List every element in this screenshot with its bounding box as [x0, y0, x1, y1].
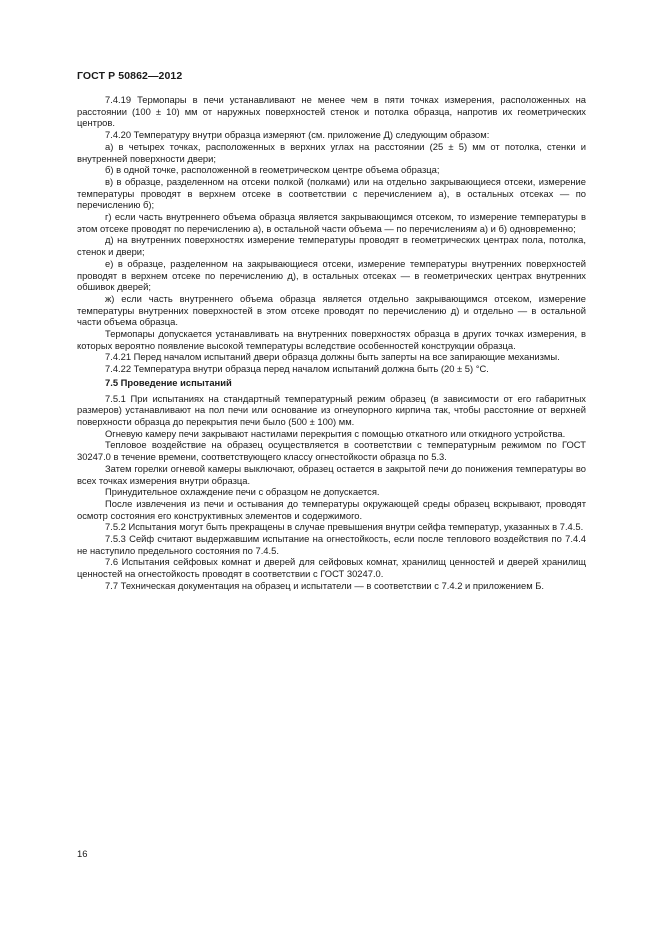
paragraph-7-4-22: 7.4.22 Температура внутри образца перед началом испытаний должна быть (20 ± 5) °С.: [105, 363, 489, 375]
list-item-b: б) в одной точке, расположенной в геометрическом центре объема образца;: [105, 164, 440, 176]
section-heading-7-5: 7.5 Проведение испытаний: [105, 376, 232, 388]
paragraph-7-4-19: 7.4.19 Термопары в печи устанавливают не менее чем в пяти точках измерения, расположенных на расстоянии (100 ± 10) мм от наружных поверхностей стенок и потолка образца, напротив их геометрических центров.: [77, 94, 586, 129]
list-item-d: д) на внутренних поверхностях измерение температуры проводят в геометрических центрах пола, потолка, стенок и двери;: [77, 234, 586, 258]
document-id-header: ГОСТ Р 50862—2012: [77, 70, 183, 82]
list-item-zh: ж) если часть внутреннего объема образца является отдельно закрывающимся отсеком, измерение температуры внутренних поверхностей в этом отсеке проводят по перечислению д) и отдельно — в остальной части объема образца.: [77, 292, 586, 328]
paragraph-7-5-2: 7.5.2 Испытания могут быть прекращены в случае превышения внутри сейфа температур, указанных в 7.4.5.: [105, 521, 584, 533]
document-body: [77, 94, 586, 592]
paragraph-burners-off: Затем горелки огневой камеры выключают, образец остается в закрытой печи до понижения температуры во всех точках измерения внутри образца.: [77, 462, 586, 486]
page-number: 16: [77, 848, 88, 859]
paragraph-7-5-1: 7.5.1 При испытаниях на стандартный температурный режим образец (в зависимости от его габаритных размеров) устанавливают на пол печи или основание из огнеупорного кирпича так, чтобы расстояние от верхней поверхности образца до перекрытия печи было (500 ± 100) мм.: [77, 392, 586, 427]
paragraph-7-4-21: 7.4.21 Перед началом испытаний двери образца должны быть заперты на все запирающие механизмы.: [105, 351, 560, 363]
paragraph-7-4-20: 7.4.20 Температуру внутри образца измеряют (см. приложение Д) следующим образом:: [105, 129, 490, 141]
list-item-g: г) если часть внутреннего объема образца является закрывающимся отсеком, то измерение температуры в этом отсеке проводят по перечислению а), в остальной части объема — по перечислениям а) и б) одновременно;: [77, 211, 586, 234]
list-item-v: в) в образце, разделенном на отсеки полкой (полками) или на отдельно закрывающиеся отсеки, измерение температуры проводят в верхнем отсеке в соответствии с перечислением а), в остальных отсеках — по перечислению б);: [77, 175, 586, 211]
paragraph-forced-cooling: Принудительное охлаждение печи с образцом не допускается.: [105, 486, 380, 498]
paragraph-7-7: 7.7 Техническая документация на образец и испытатели — в соответствии с 7.4.2 и приложением Б.: [105, 579, 544, 591]
paragraph-fire-chamber: Огневую камеру печи закрывают настилами перекрытия с помощью откатного или откидного устройства.: [105, 427, 566, 439]
list-item-a: а) в четырех точках, расположенных в верхних углах на расстоянии (25 ± 5) мм от потолка, стенки и внутренней поверхности двери;: [77, 140, 586, 164]
list-item-e: е) в образце, разделенном на закрывающиеся отсеки, измерение температуры внутренних поверхностей проводят в верхнем отсеке по перечислению д), в остальных отсеках — в геометрических центрах внутренних обшивок дверей;: [77, 257, 586, 293]
paragraph-7-5-3: 7.5.3 Сейф считают выдержавшим испытание на огнестойкость, если после теплового воздействия по 7.4.4 не наступило предельного состояния по 7.4.5.: [77, 533, 586, 556]
paragraph-thermocouples: Термопары допускается устанавливать на внутренних поверхностях образца в других точках измерения, в которых вероятно появление высокой температуры вследствие особенностей конструкции образца.: [77, 328, 586, 351]
paragraph-after-extraction: После извлечения из печи и остывания до температуры окружающей среды образец вскрывают, проводят осмотр состояния его конструктивных элементов и содержимого.: [77, 497, 586, 521]
paragraph-thermal-exposure: Тепловое воздействие на образец осуществляется в соответствии с температурным режимом по ГОСТ 30247.0 в течение времени, соответствующего классу огнестойкости образца по 5.3.: [77, 439, 586, 463]
paragraph-7-6: 7.6 Испытания сейфовых комнат и дверей для сейфовых комнат, хранилищ ценностей и дверей хранилищ ценностей на огнестойкость проводят в соответствии с ГОСТ 30247.0.: [77, 556, 586, 580]
